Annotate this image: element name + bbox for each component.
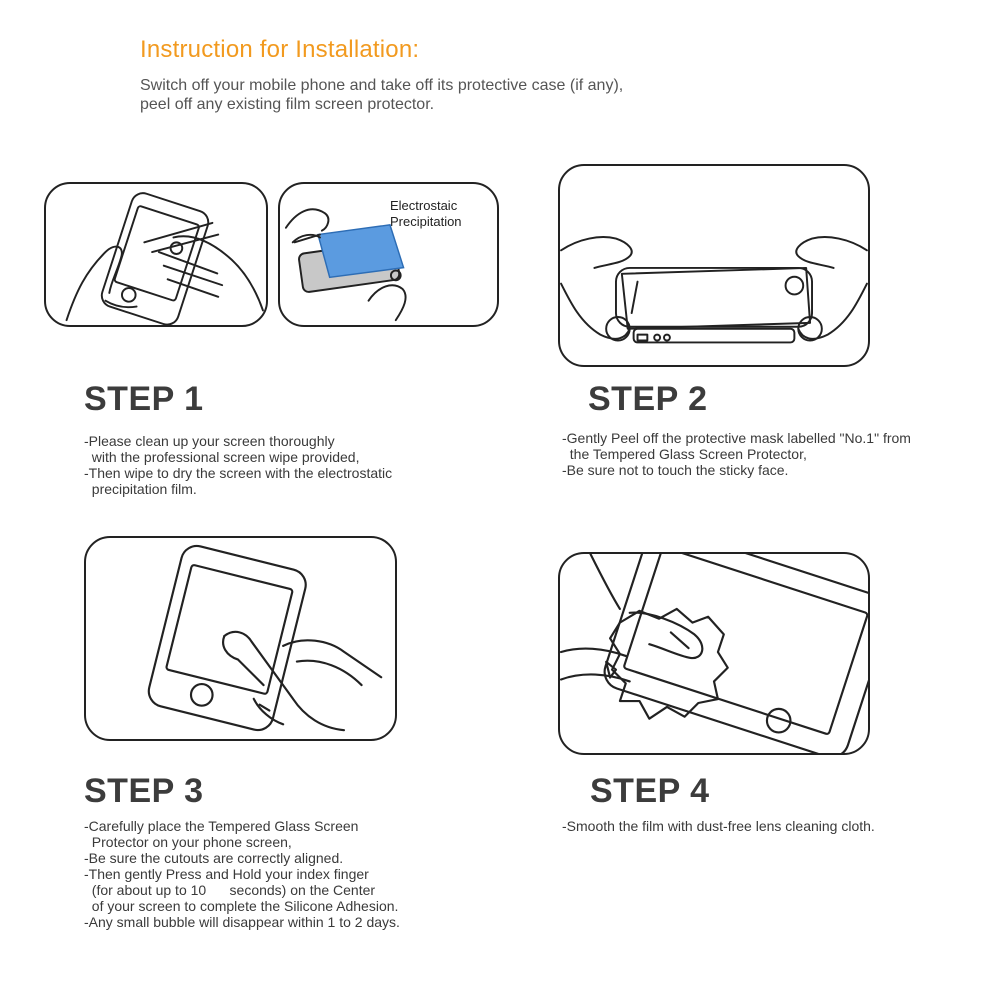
step1-heading: STEP 1 [84, 380, 204, 418]
step2-line: -Gently Peel off the protective mask labelled "No.1" from [562, 430, 911, 446]
step2-line: the Tempered Glass Screen Protector, [562, 446, 807, 462]
step2-line: -Be sure not to touch the sticky face. [562, 462, 789, 478]
step4-text [562, 818, 875, 834]
step1-film-panel [278, 182, 499, 327]
step2-peel-panel [558, 164, 870, 367]
cloth-smooth-icon [560, 554, 868, 753]
step3-press-panel [84, 536, 397, 741]
step3-text [84, 818, 400, 930]
step4-heading: STEP 4 [590, 772, 710, 810]
step3-line: -Be sure the cutouts are correctly aligned. [84, 850, 344, 866]
step3-line: -Then gently Press and Hold your index finger [84, 866, 369, 882]
intro-text: Switch off your mobile phone and take off its protective case (if any), peel off any existing film screen protector. [140, 77, 624, 113]
phone-wipe-icon [46, 184, 266, 325]
step4-line: -Smooth the film with dust-free lens cleaning cloth. [562, 818, 875, 834]
film-label: Electrostaic Precipitation [390, 198, 462, 229]
step1-wipe-panel [44, 182, 268, 327]
step3-line: Protector on your phone screen, [84, 834, 292, 850]
step1-line: with the professional screen wipe provided, [84, 449, 360, 465]
step1-line: precipitation film. [84, 481, 197, 497]
step2-text [562, 430, 911, 478]
step1-line: -Please clean up your screen thoroughly [84, 433, 335, 449]
step3-heading: STEP 3 [84, 772, 204, 810]
step1-line: -Then wipe to dry the screen with the electrostatic [84, 465, 393, 481]
step4-smooth-panel [558, 552, 870, 755]
press-center-icon [86, 538, 395, 739]
electrostatic-film-icon [280, 184, 497, 325]
step3-line: -Any small bubble will disappear within 1 to 2 days. [84, 914, 400, 930]
step3-line: (for about up to 10 seconds) on the Center [84, 882, 376, 898]
step3-line: -Carefully place the Tempered Glass Screen [84, 818, 359, 834]
step2-heading: STEP 2 [588, 380, 708, 418]
step3-line: of your screen to complete the Silicone Adhesion. [84, 898, 399, 914]
peel-mask-icon [560, 166, 868, 365]
page-title: Instruction for Installation: [140, 36, 420, 63]
step1-text [84, 433, 392, 497]
